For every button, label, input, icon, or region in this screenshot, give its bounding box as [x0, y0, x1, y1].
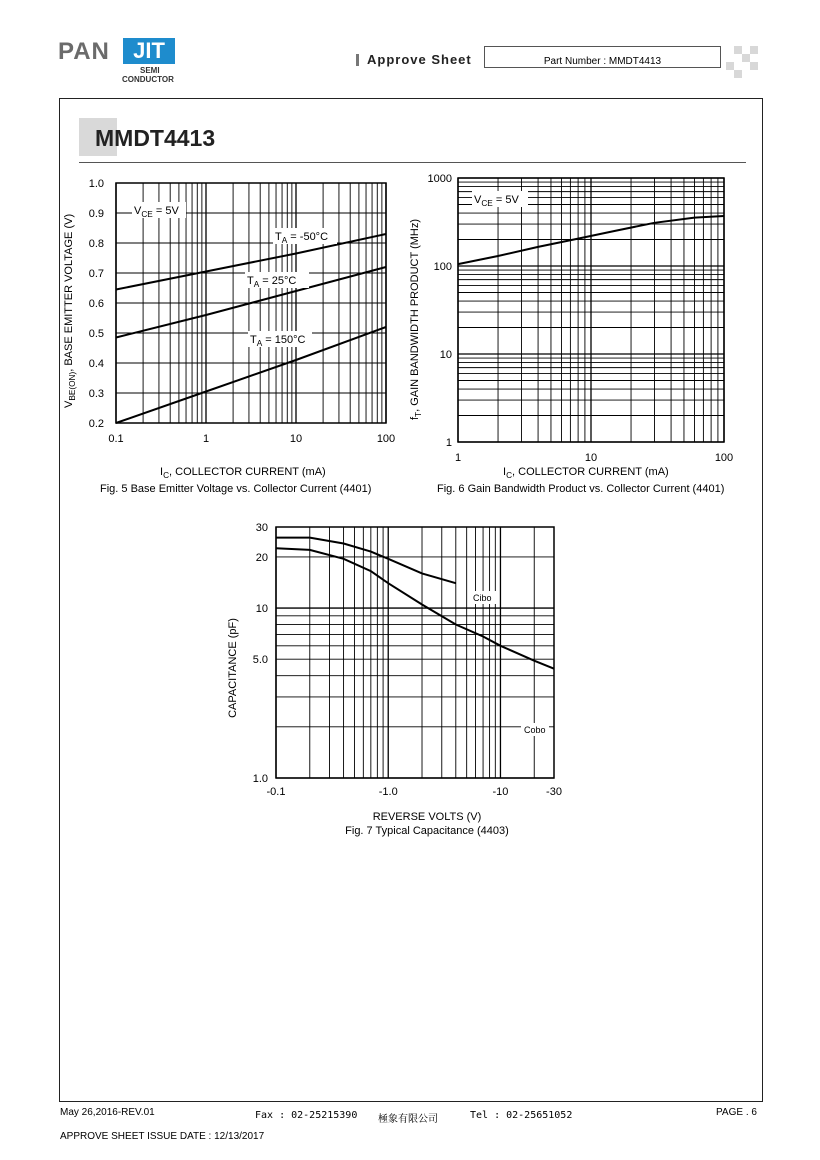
footer-tel: Tel : 02-25651052: [470, 1110, 573, 1121]
fig7-ytick-label: 30: [255, 522, 268, 534]
approve-sheet-label: Approve Sheet: [367, 52, 472, 67]
fig6-ytick-label: 100: [433, 261, 452, 273]
fig7-series-label-cibo: Cibo: [473, 593, 492, 603]
fig6-xlabel: $I_C$, COLLECTOR CURRENT (mA): [503, 466, 669, 480]
footer-fax: Fax : 02-25215390: [255, 1110, 358, 1121]
logo-subtitle-conductor: CONDUCTOR: [122, 75, 174, 84]
fig7-caption: Fig. 7 Typical Capacitance (4403): [345, 825, 509, 837]
fig7-xtick-label: -10: [492, 786, 509, 798]
fig7-ylabel: CAPACITANCE (pF): [227, 618, 239, 718]
fig5-xtick-label: 1: [202, 433, 210, 445]
fig6-ylabel: $f_T$, GAIN BANDWIDTH PRODUCT (MHz): [409, 218, 423, 420]
fig7-xlabel: REVERSE VOLTS (V): [372, 811, 482, 823]
logo-subtitle-semi: SEMI: [140, 66, 160, 75]
fig7-series-label-cobo: Cobo: [524, 725, 546, 735]
fig5-ytick-label: 0.6: [88, 298, 104, 310]
fig6-vce-annotation: $V_{CE} = 5V$: [474, 194, 519, 208]
fig5-series-label: $T_A = -50^\circ C$: [275, 231, 329, 245]
logo-accent: JIT: [123, 38, 175, 64]
logo-text: PAN: [58, 38, 110, 65]
fig5-ytick-label: 0.4: [88, 358, 104, 370]
fig5-ytick-label: 0.9: [88, 208, 104, 220]
fig6-ytick-label: 1: [445, 437, 452, 449]
fig7-series-line: [276, 538, 456, 584]
fig5-series-label: $T_A = 150^\circ C$: [250, 334, 306, 348]
footer-revision-date: May 26,2016-REV.01: [60, 1107, 155, 1118]
fig6-ytick-label: 10: [439, 349, 452, 361]
fig7-ytick-label: 5.0: [252, 654, 268, 667]
fig5-xtick-label: 10: [289, 433, 303, 445]
fig5-ytick-label: 0.8: [88, 238, 104, 250]
fig5-ylabel: $V_{BE(ON)}$, BASE EMITTER VOLTAGE (V): [63, 213, 77, 408]
footer-page-number: PAGE . 6: [716, 1107, 757, 1118]
fig7-ytick-label: 1.0: [252, 773, 268, 785]
fig7-plot-border: [276, 527, 554, 778]
fig5-vce-annotation: $V_{CE} = 5V$: [134, 205, 179, 219]
fig7-ytick-label: 20: [255, 551, 268, 564]
fig5-ytick-label: 0.3: [88, 388, 104, 400]
fig7-xtick-label: -0.1: [266, 786, 286, 798]
page-title: MMDT4413: [95, 125, 216, 151]
fig5-ytick-label: 0.2: [88, 418, 104, 430]
fig5-xtick-label: 0.1: [108, 433, 124, 445]
fig5-ytick-label: 0.7: [88, 268, 104, 280]
fig6-xtick-label: 1: [454, 452, 462, 464]
part-number-text: Part Number : MMDT4413: [543, 56, 662, 67]
fig5-xtick-label: 100: [376, 433, 396, 445]
fig6-caption: Fig. 6 Gain Bandwidth Product vs. Collector Current (4401): [437, 483, 725, 495]
fig5-ytick-label: 0.5: [88, 328, 104, 340]
footer-company: 極象有限公司: [378, 1114, 438, 1125]
fig6-xtick-label: 10: [584, 452, 598, 464]
fig7-ytick-label: 10: [255, 603, 268, 616]
fig7-xtick-label: -30: [546, 786, 562, 798]
fig5-xlabel: $I_C$, COLLECTOR CURRENT (mA): [160, 466, 326, 480]
fig5-ytick-label: 1.0: [88, 178, 104, 190]
fig5-caption: Fig. 5 Base Emitter Voltage vs. Collector Current (4401): [100, 483, 372, 495]
footer-issue-date: APPROVE SHEET ISSUE DATE : 12/13/2017: [60, 1131, 265, 1142]
fig6-xtick-label: 100: [714, 452, 734, 464]
fig7-xtick-label: -1.0: [378, 786, 398, 798]
fig6-ytick-label: 1000: [427, 173, 452, 185]
fig5-series-label: $T_A = 25^\circ C$: [247, 275, 297, 289]
